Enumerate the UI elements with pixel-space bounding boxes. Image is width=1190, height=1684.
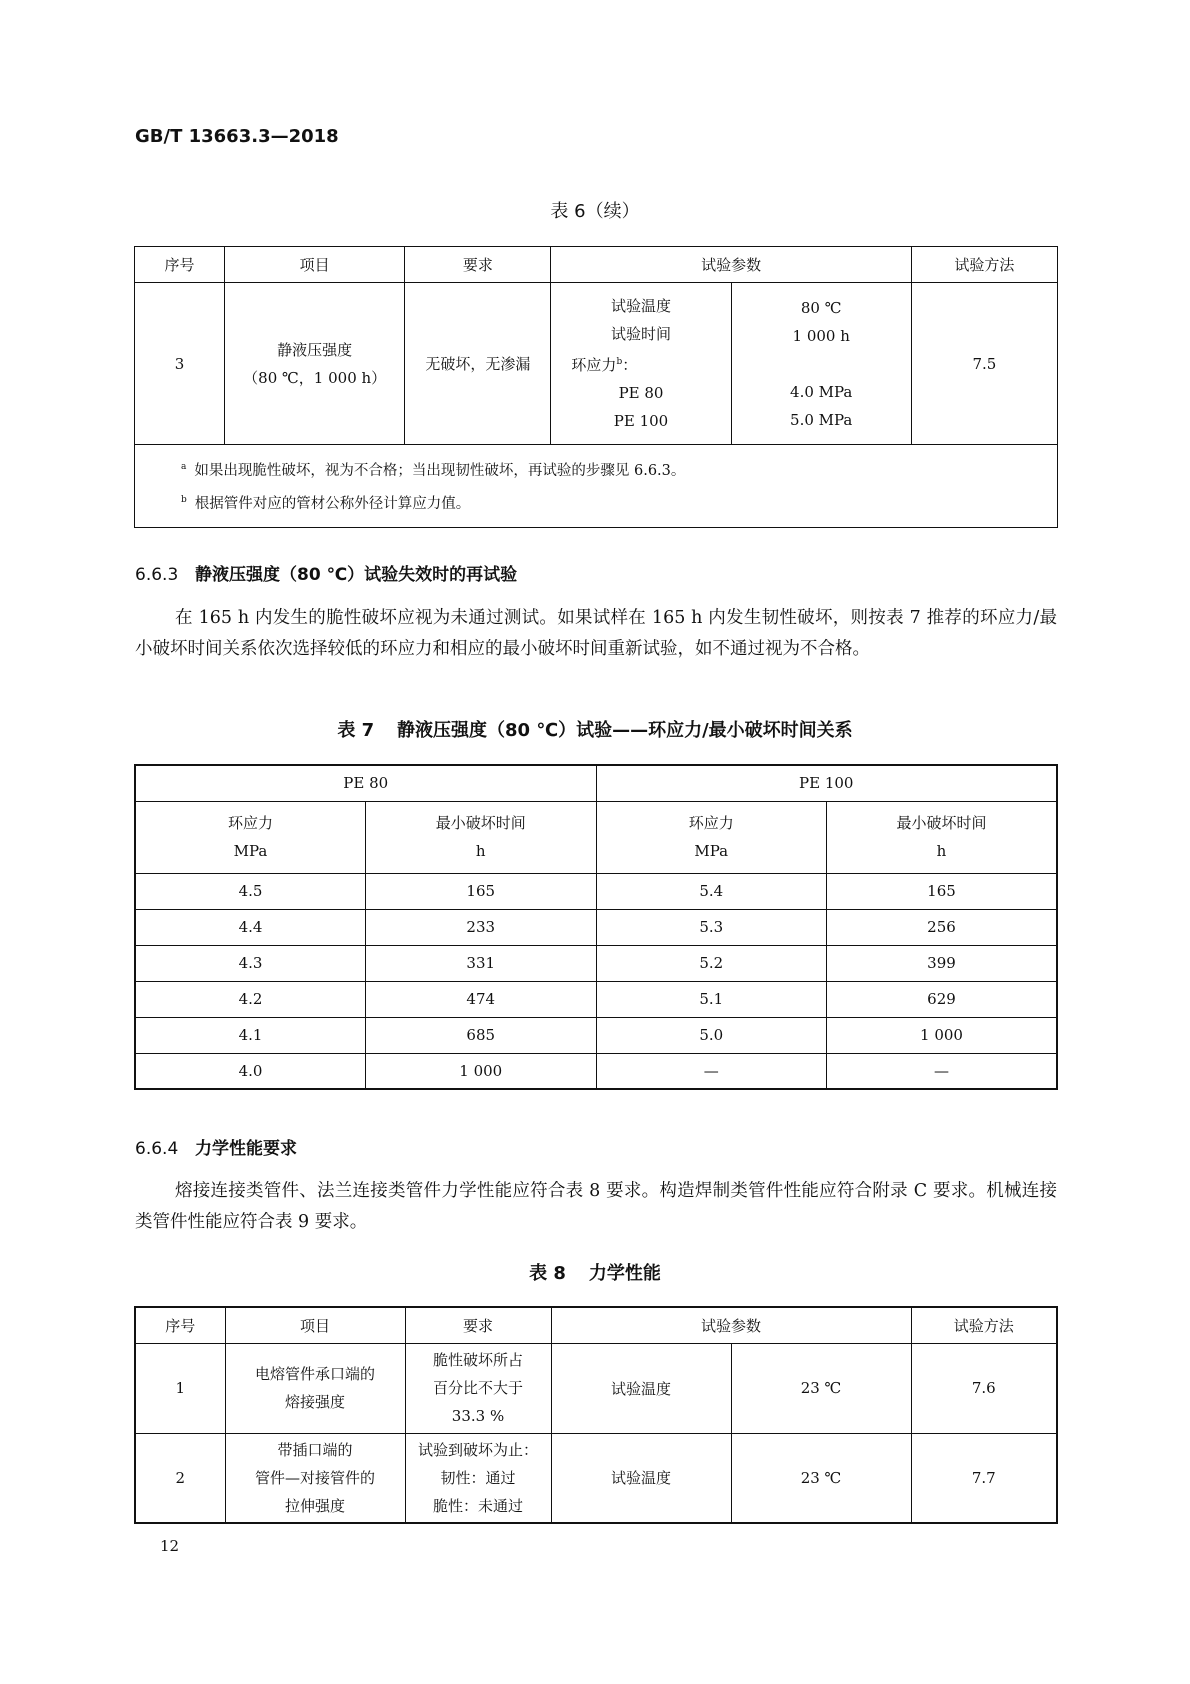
table6-caption: 表 6（续）: [550, 201, 640, 222]
table7-col-time-pe100: 最小破坏时间 h: [827, 801, 1058, 873]
table6-header-no: 序号: [135, 247, 225, 283]
table-row: 4.0 1 000 — —: [135, 1053, 1057, 1089]
section-663-title: 静液压强度（80 ℃）试验失效时的再试验: [195, 565, 518, 585]
table-row: 4.2 474 5.1 629: [135, 981, 1057, 1017]
param-stress-footnote-mark: b: [616, 357, 623, 367]
param-stress-colon: ：: [622, 356, 638, 374]
table6-header-item: 项目: [225, 247, 405, 283]
table6-row-method: 7.5: [911, 283, 1057, 445]
note-a-mark: a: [181, 462, 187, 472]
table7-caption: [0, 716, 1190, 742]
table6-header-params: 试验参数: [551, 247, 911, 283]
table6-header-requirement: 要求: [405, 247, 551, 283]
note-a-text: 如果出现脆性破坏，视为不合格；当出现韧性破坏，再试验的步骤见 6.6.3。: [194, 462, 686, 479]
table6-param-labels: [551, 283, 731, 445]
table-row: 4.3 331 5.2 399: [135, 945, 1057, 981]
table6-header-method: 试验方法: [911, 247, 1057, 283]
table6-row-no: 3: [135, 283, 225, 445]
note-b-mark: b: [181, 494, 187, 505]
param-pe80-label: PE 80: [618, 384, 664, 402]
table8-header-method: 试验方法: [911, 1307, 1057, 1343]
table-row: 1 电熔管件承口端的 熔接强度 脆性破坏所占 百分比不大于 33.3 % 试验温度 23 ℃ 7.6: [135, 1343, 1057, 1433]
table8-caption-label: 表 8: [529, 1263, 566, 1284]
table-row: 4.4 233 5.3 256: [135, 909, 1057, 945]
param-stress-label: 环应力: [571, 356, 617, 374]
table7-col-time-pe80: 最小破坏时间 h: [366, 801, 597, 873]
param-temp-label: 试验温度: [611, 297, 672, 315]
table-row: 4.1 685 5.0 1 000: [135, 1017, 1057, 1053]
table6-note-a: [181, 453, 1057, 486]
table7: [134, 764, 1058, 1090]
standard-code: GB/T 13663.3—2018: [135, 126, 339, 147]
table8-caption: [0, 1259, 1190, 1285]
section-663-heading: [135, 560, 517, 585]
table8: [134, 1306, 1058, 1524]
table7-group-pe80: PE 80: [135, 765, 596, 801]
table6-row-item: [225, 283, 405, 445]
table6-item-line1: 静液压强度: [277, 340, 353, 359]
table8-header-item: 项目: [225, 1307, 405, 1343]
param-time-value: 1 000 h: [792, 326, 850, 345]
table6-param-values: [731, 283, 911, 445]
table-row: 2 带插口端的 管件—对接管件的 拉伸强度 试验到破坏为止： 韧性：通过 脆性：未通过 试验温度 23 ℃ 7.7: [135, 1433, 1057, 1523]
section-664-title: 力学性能要求: [195, 1139, 297, 1159]
table7-col-stress-pe80: 环应力 MPa: [135, 801, 366, 873]
param-pe100-value: 5.0 MPa: [790, 410, 853, 429]
table6-notes: [135, 445, 1058, 528]
section-663-paragraph: 在 165 h 内发生的脆性破坏应视为未通过测试。如果试样在 165 h 内发生韧性破坏，则按表 7 推荐的环应力/最小破坏时间关系依次选择较低的环应力和相应的最小破坏时间重新试验，如不通过视为不合格。: [135, 608, 1057, 659]
table6-row-requirement: 无破坏，无渗漏: [405, 283, 551, 445]
param-temp-value: 80 ℃: [800, 298, 842, 317]
section-664-number: 6.6.4: [135, 1139, 179, 1159]
table8-header-requirement: 要求: [405, 1307, 551, 1343]
section-663-number: 6.6.3: [135, 565, 179, 585]
table7-caption-title: 静液压强度（80 ℃）试验——环应力/最小破坏时间关系: [397, 720, 853, 741]
table8-header-no: 序号: [135, 1307, 225, 1343]
param-pe80-value: 4.0 MPa: [790, 382, 853, 401]
param-stress-label-line: [551, 348, 730, 379]
note-b-text: 根据管件对应的管材公称外径计算应力值。: [194, 495, 471, 512]
table8-header-params: 试验参数: [551, 1307, 911, 1343]
section-664-paragraph: 熔接连接类管件、法兰连接类管件力学性能应符合表 8 要求。构造焊制类管件性能应符合附录 C 要求。机械连接类管件性能应符合表 9 要求。: [135, 1181, 1057, 1232]
param-time-label: 试验时间: [611, 325, 672, 343]
table7-group-pe100: PE 100: [596, 765, 1057, 801]
table6: [134, 246, 1058, 528]
section-664-heading: [135, 1134, 297, 1159]
table6-note-b: [181, 486, 1057, 519]
param-pe100-label: PE 100: [613, 412, 669, 430]
table6-item-line2: （80 ℃，1 000 h）: [243, 368, 387, 387]
table7-caption-label: 表 7: [337, 720, 375, 741]
table7-col-stress-pe100: 环应力 MPa: [596, 801, 827, 873]
page-number: 12: [160, 1537, 180, 1555]
table-row: 4.5 165 5.4 165: [135, 873, 1057, 909]
table8-caption-title: 力学性能: [588, 1263, 661, 1284]
